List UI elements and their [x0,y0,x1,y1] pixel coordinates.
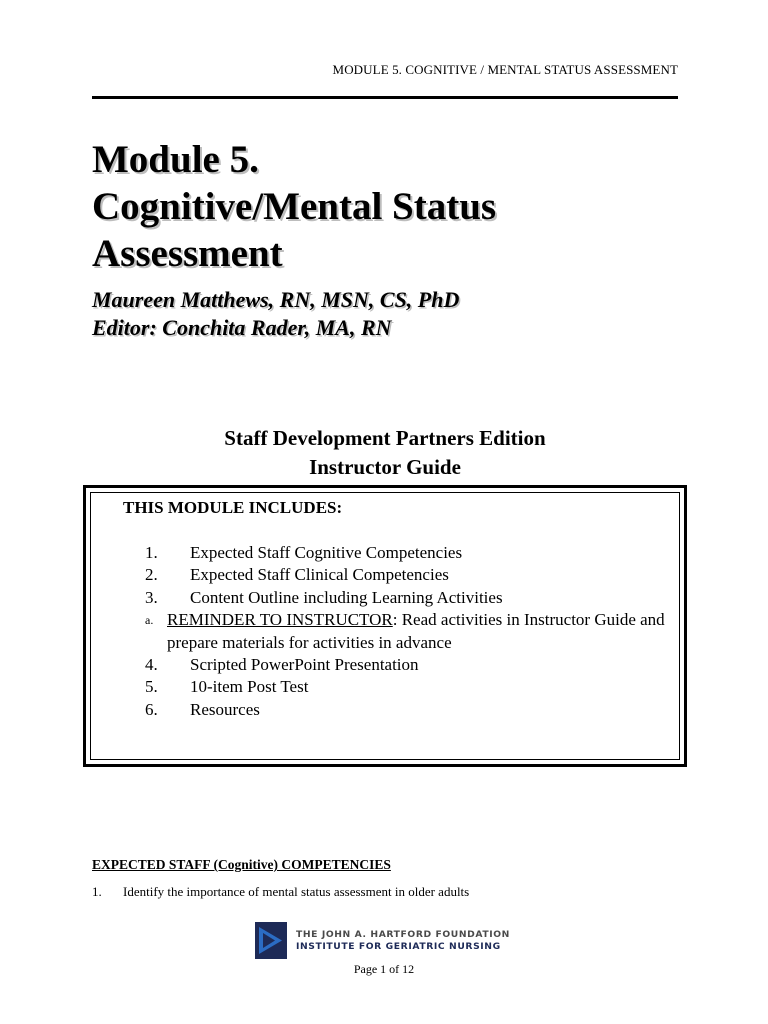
title-line-2: Cognitive/Mental Status [92,185,497,228]
list-item-number: 4. [145,655,158,675]
module-includes-list [145,542,665,721]
list-item-text: Resources [190,699,260,719]
running-header: MODULE 5. COGNITIVE / MENTAL STATUS ASSESSMENT [332,62,678,77]
edition-title: Staff Development Partners Edition [224,426,546,450]
competencies-heading: EXPECTED STAFF (Cognitive) COMPETENCIES [92,857,391,872]
page-title [92,136,496,277]
list-item-text: Content Outline including Learning Activities [190,587,503,607]
author-name: Maureen Matthews, RN, MSN, CS, PhD [92,287,460,312]
list-item-text: Expected Staff Clinical Competencies [190,565,449,585]
list-item-text: Expected Staff Cognitive Competencies [190,543,463,562]
list-item-number: 3. [145,587,158,607]
list-item-text: Scripted PowerPoint Presentation [190,655,419,675]
list-item-number: 6. [145,699,158,719]
list-item-number: 5. [145,677,158,697]
list-item-letter: a. [145,613,154,628]
triangle-logo-icon [255,922,287,959]
list-item [145,676,665,698]
list-item-text: Identify the importance of mental status assessment in older adults [123,884,470,899]
list-item [145,542,665,564]
list-item-number: 1. [92,884,102,899]
list-item-number: 2. [145,565,158,585]
logo-foundation-name: THE JOHN A. HARTFORD FOUNDATION [296,928,510,940]
guide-title: Instructor Guide [309,455,461,479]
editor-name: Editor: Conchita Rader, MA, RN [92,315,392,340]
reminder-label: REMINDER TO INSTRUCTOR [167,610,393,630]
list-item-text: 10-item Post Test [190,677,309,697]
authors-block [92,286,459,342]
hartford-foundation-logo [255,922,510,959]
list-item [145,564,665,586]
logo-institute-name: INSTITUTE FOR GERIATRIC NURSING [296,940,501,952]
page-number: Page 1 of 12 [353,962,415,976]
reminder-text [167,609,665,654]
logo-text [296,929,510,953]
list-item [145,587,665,609]
list-item [92,884,469,900]
reminder-list-item [145,609,665,654]
title-line-3: Assessment [92,232,283,275]
list-item-number: 1. [145,543,158,562]
list-item [145,654,665,676]
competencies-list [92,884,469,900]
reminder-body: : Read activities in Instructor Guide and prepare materials for activities in advance [167,610,665,652]
header-divider [92,96,678,99]
list-item [145,699,665,721]
edition-block [92,424,678,482]
module-includes-heading: THIS MODULE INCLUDES: [123,498,343,517]
title-line-1: Module 5. [92,138,259,181]
